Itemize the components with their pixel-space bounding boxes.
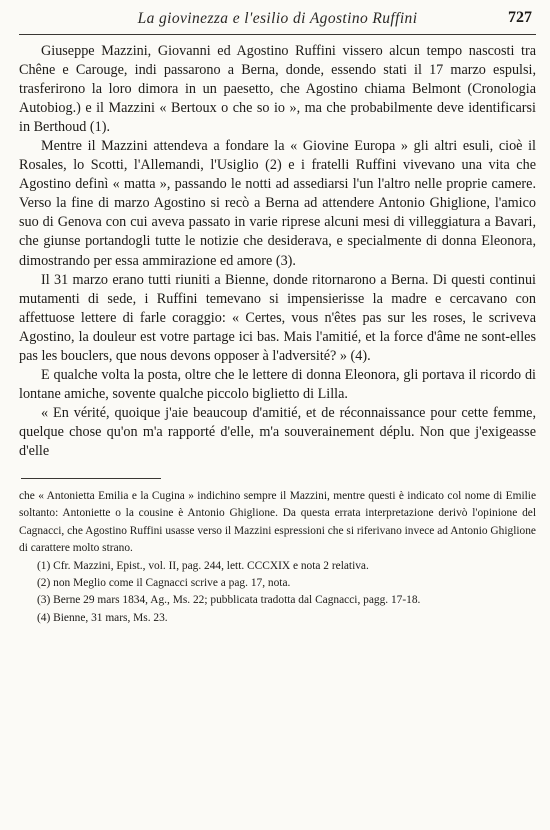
footnote-continuation: che « Antonietta Emilia e la Cugina » indichino sempre il Mazzini, mentre questi è indicato col nome di Emilie soltanto: Antoniette o la cousine è Antonio Ghiglione. Da questa errata interpretazione derivò l'opinione del Cagnacci, che Agostino Ruffini usasse verso il Mazzini espressioni che si riferivano invece ad Antonio Ghiglione di carattere molto strano. — [19, 490, 536, 555]
footnote: (4) Bienne, 31 mars, Ms. 23. — [37, 611, 168, 624]
footnote: (3) Berne 29 mars 1834, Ag., Ms. 22; pubblicata tradotta dal Cagnacci, pagg. 17-18. — [37, 594, 421, 607]
paragraph: E qualche volta la posta, oltre che le lettere di donna Eleonora, gli portava il ricordo di lontane amiche, sovente qualche piccolo biglietto di Lilla. — [19, 366, 536, 402]
paragraph: Il 31 marzo erano tutti riuniti a Bienne, donde ritornarono a Berna. Di questi continui mutamenti di sede, i Ruffini temevano si impensierisse la madre e cercavano con affettuose lettere di farle coraggio: « Certes, vous n'êtes pas sur les roses, le scriveva Agostino, la douleur est votre partage ici bas. Mais l'amitié, et la force d'âme ne sont-elles pas les bouclers, que nous devons opposer à l'adversité? » (4). — [19, 271, 536, 364]
paragraph: « En vérité, quoique j'aie beaucoup d'amitié, et de réconnaissance pour cette femme, quelque chose qu'on m'a rapporté d'elle, m'a souverainement déplu. Non que j'exigeasse d'elle — [19, 404, 536, 459]
running-title: La giovinezza e l'esilio di Agostino Ruffini — [137, 10, 418, 27]
footnotes — [19, 488, 536, 627]
footnote: (2) non Meglio come il Cagnacci scrive a pag. 17, nota. — [37, 577, 291, 590]
main-text — [19, 42, 536, 461]
page-number: 727 — [508, 9, 532, 26]
footnote-separator — [21, 478, 161, 479]
footnote: (1) Cfr. Mazzini, Epist., vol. II, pag. 244, lett. CCCXIX e nota 2 relativa. — [37, 559, 369, 572]
page-header — [19, 0, 536, 35]
paragraph: Giuseppe Mazzini, Giovanni ed Agostino Ruffini vissero alcun tempo nascosti tra Chêne e Carouge, indi passarono a Berna, donde, essendo stati il 17 marzo espulsi, trasferirono la loro dimora in un paesetto, che Agostino chiama Belmont (Cronologia Autobiog.) e il Mazzini « Bertoux o che so io », ma che probabilmente deve identificarsi in Berthoud (1). — [19, 43, 536, 136]
paragraph: Mentre il Mazzini attendeva a fondare la « Giovine Europa » gli altri esuli, cioè il Rosales, lo Scotti, l'Allemandi, l'Usiglio (2) e i fratelli Ruffini vivevano una vita che Agostino definì « matta », passando le notti ad assediarsi l'un l'altro nelle proprie camere. Verso la fine di marzo Agostino si recò a Berna ad attendere Antonio Ghiglione, l'amico suo di Genova con cui aveva passato in varie riprese alcuni mesi di villeggiatura a Bavari, che giunse portandogli tutte le notizie che desiderava, e specialmente di donna Eleonora, dimostrando per essa ammirazione ed amore (3). — [19, 138, 536, 269]
